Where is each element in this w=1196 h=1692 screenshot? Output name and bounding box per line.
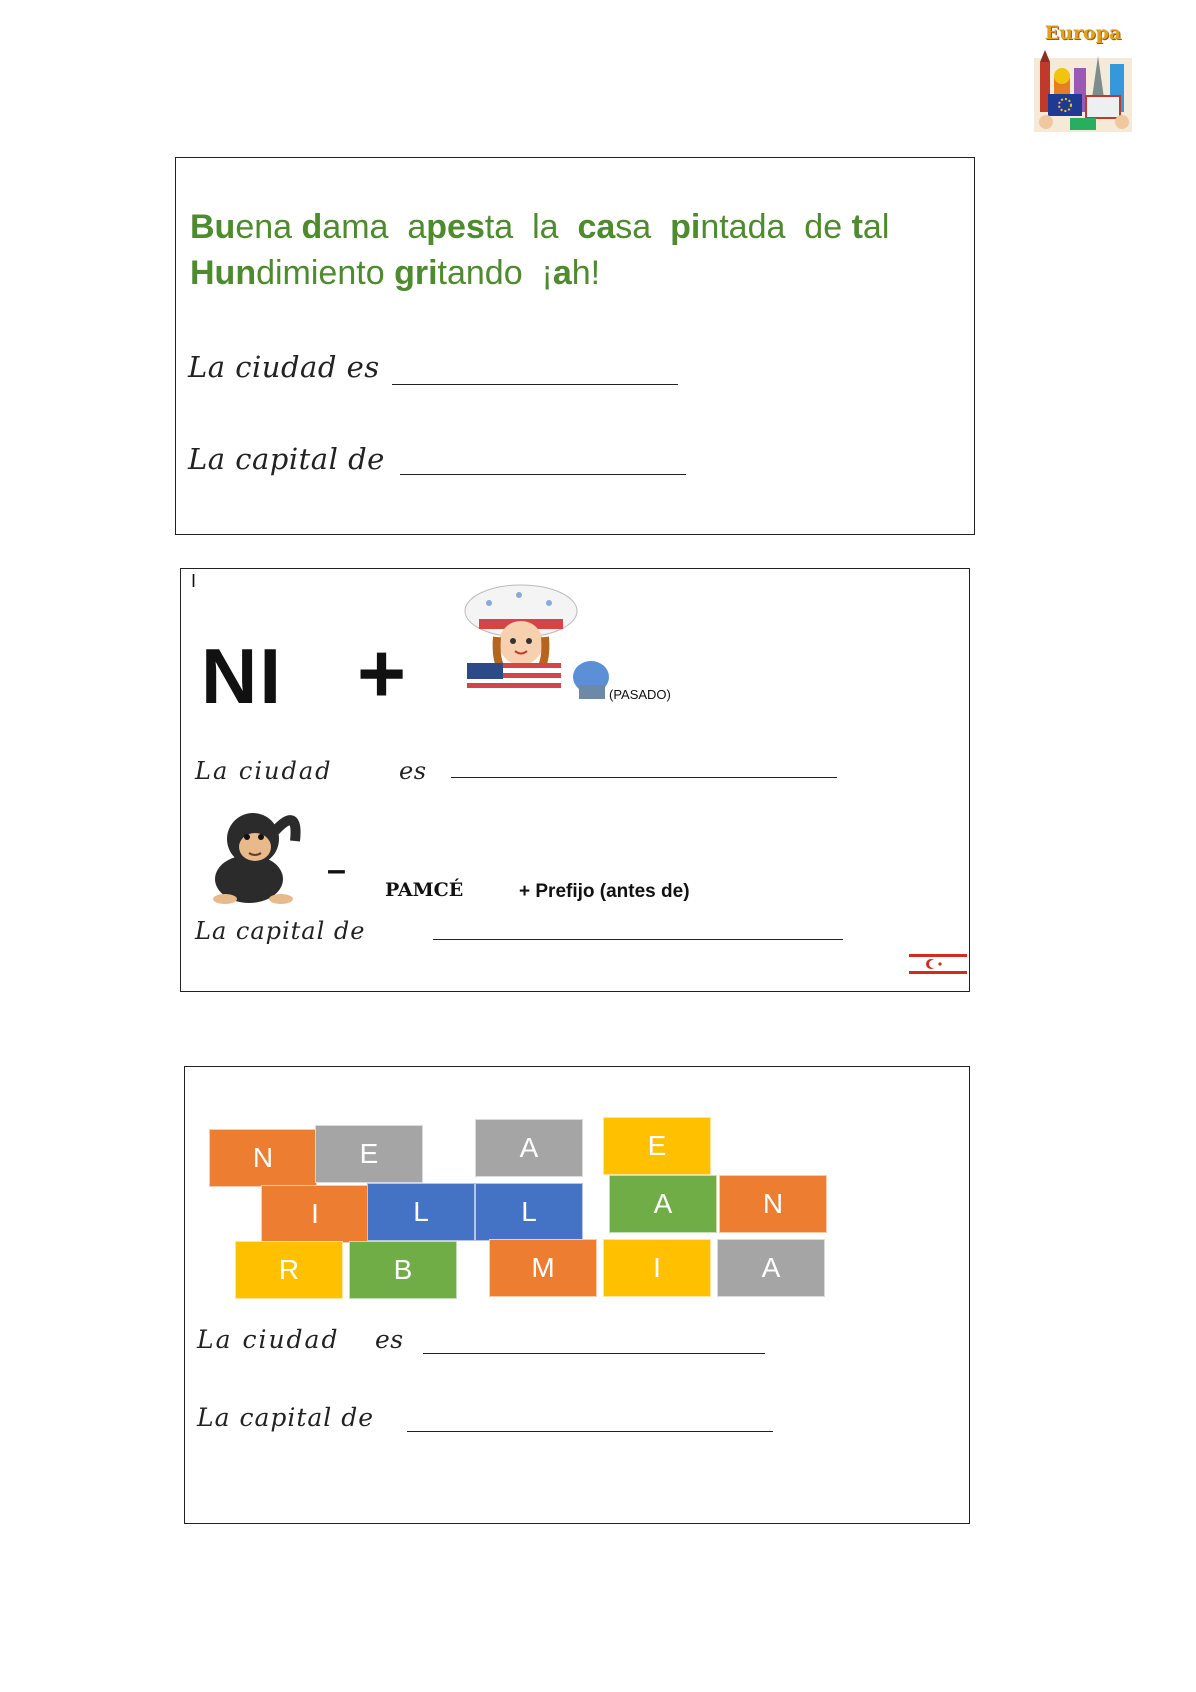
city-label-part-1: La ciudad bbox=[195, 757, 333, 785]
riddle-fragment: h! bbox=[571, 254, 601, 292]
riddle-fragment: dimiento bbox=[256, 254, 395, 292]
plus-sign: + bbox=[357, 626, 407, 720]
letter-tile: L bbox=[367, 1183, 475, 1241]
riddle-fragment: pi bbox=[670, 208, 701, 246]
city-label-part-2: es bbox=[399, 757, 427, 785]
riddle-line-1 bbox=[190, 208, 889, 247]
capital-answer-line[interactable] bbox=[400, 474, 686, 475]
riddle-fragment: a bbox=[407, 208, 427, 246]
city-label-part-1: La ciudad bbox=[197, 1325, 340, 1354]
riddle-fragment: ca bbox=[577, 208, 616, 246]
riddle-fragment: al bbox=[862, 208, 890, 246]
letter-tile: A bbox=[717, 1239, 825, 1297]
riddle-fragment: ena bbox=[235, 208, 302, 246]
letter-tile: M bbox=[489, 1239, 597, 1297]
city-label-part-2: es bbox=[375, 1325, 404, 1354]
letter-tile: E bbox=[315, 1125, 423, 1183]
riddle-fragment: Bu bbox=[190, 208, 236, 246]
logo-title: Europa bbox=[1044, 22, 1122, 44]
capital-label: La capital de bbox=[197, 1403, 375, 1432]
text-cursor: I bbox=[191, 571, 197, 591]
capital-label: La capital de bbox=[188, 442, 385, 476]
riddle-fragment: d bbox=[301, 208, 323, 246]
ni-syllable: NI bbox=[201, 632, 283, 720]
riddle-fragment: Hun bbox=[190, 254, 257, 292]
pasado-note: (PASADO) bbox=[609, 687, 671, 702]
europa-logo bbox=[1030, 22, 1136, 134]
riddle-card-3 bbox=[184, 1066, 970, 1524]
riddle-fragment: ta la bbox=[484, 208, 578, 246]
city-answer-line[interactable] bbox=[392, 384, 678, 385]
riddle-card-1 bbox=[175, 157, 975, 535]
riddle-card-2 bbox=[180, 568, 970, 992]
capital-answer-line[interactable] bbox=[433, 939, 843, 940]
city-answer-line[interactable] bbox=[423, 1353, 765, 1354]
capital-answer-line[interactable] bbox=[407, 1431, 773, 1432]
riddle-fragment: t bbox=[851, 208, 863, 246]
city-label: La ciudad es bbox=[188, 350, 380, 384]
monkey-icon bbox=[195, 801, 311, 905]
capital-label: La capital de bbox=[195, 917, 366, 945]
riddle-line-2 bbox=[190, 254, 600, 293]
letter-tile: R bbox=[235, 1241, 343, 1299]
letter-tile: A bbox=[475, 1119, 583, 1177]
europe-landmarks-icon bbox=[1030, 48, 1136, 134]
letter-tile: I bbox=[603, 1239, 711, 1297]
letter-tile: N bbox=[209, 1129, 317, 1187]
girl-with-flag-icon bbox=[459, 581, 619, 701]
letter-tile: L bbox=[475, 1183, 583, 1241]
prefijo-note: + Prefijo (antes de) bbox=[519, 881, 690, 902]
riddle-fragment: pes bbox=[426, 208, 485, 246]
letter-tile: A bbox=[609, 1175, 717, 1233]
riddle-fragment: tando ¡ bbox=[437, 254, 553, 292]
riddle-fragment: sa bbox=[615, 208, 671, 246]
pamce-word: PAMCÉ bbox=[385, 879, 464, 901]
riddle-fragment: ama bbox=[322, 208, 408, 246]
letter-tile: I bbox=[261, 1185, 369, 1243]
letter-tile: N bbox=[719, 1175, 827, 1233]
minus-sign: – bbox=[327, 851, 346, 889]
city-answer-line[interactable] bbox=[451, 777, 837, 778]
riddle-fragment: ntada de bbox=[700, 208, 852, 246]
riddle-fragment: a bbox=[552, 254, 572, 292]
northern-cyprus-flag-icon bbox=[909, 953, 967, 975]
letter-tile: E bbox=[603, 1117, 711, 1175]
riddle-fragment: gri bbox=[394, 254, 438, 292]
letter-tile: B bbox=[349, 1241, 457, 1299]
